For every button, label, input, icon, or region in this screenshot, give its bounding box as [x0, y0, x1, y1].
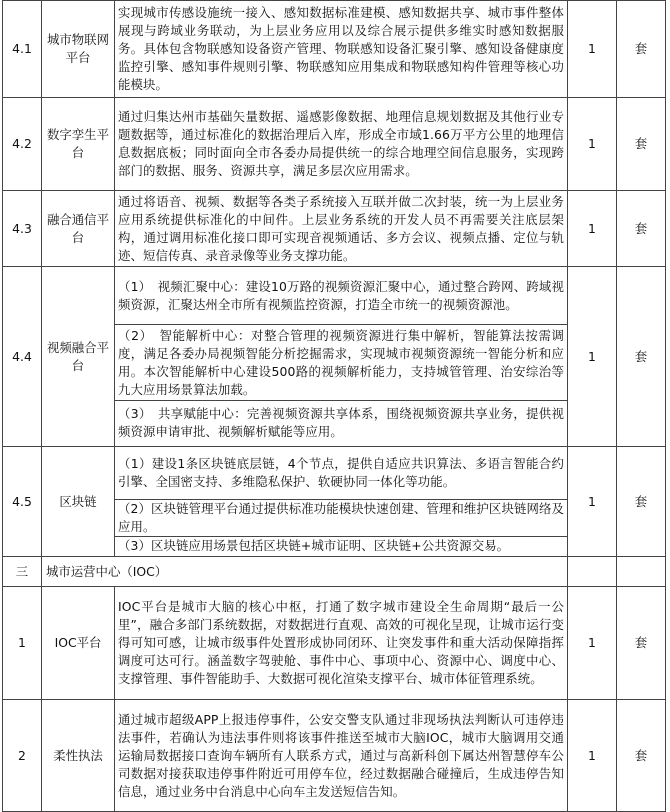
row-quantity: 1: [568, 447, 617, 557]
sub-item: （2）区块链管理平台通过提供标准功能模块快速创建、管理和维护区块链网络及应用。: [115, 499, 567, 536]
row-name: 融合通信平台: [42, 191, 115, 267]
section-number: 三: [3, 557, 42, 587]
row-unit: 套: [617, 587, 666, 700]
row-unit: 套: [617, 267, 666, 447]
sub-item-list: [115, 268, 567, 446]
row-number: 4.5: [3, 447, 42, 557]
row-number: 4.3: [3, 191, 42, 267]
table-row: [3, 700, 666, 812]
row-unit: 套: [617, 98, 666, 191]
row-name: 区块链: [42, 447, 115, 557]
row-name: 视频融合平台: [42, 267, 115, 447]
section-row: [3, 557, 666, 587]
row-quantity: 1: [568, 98, 617, 191]
row-description: IOC平台是城市大脑的核心中枢，打通了数字城市建设全生命周期“最后一公里”，融合多部门系统数据，对数据进行直观、高效的可视化呈现，让城市运行变得可知可感，让城市级事件处置形成协同闭环、让突发事件和重大活动保障指挥调度可达可行。涵盖数字驾驶舱、事件中心、事项中心、资源中心、调度中心、支撑管理、事件智能助手、大数据可视化渲染支撑平台、城市体征管理系统。: [115, 587, 568, 700]
sub-item: （1） 视频汇聚中心：建设10万路的视频资源汇聚中心，通过整合跨网、跨域视频资源，汇聚达州全市所有视频监控资源，打造全市统一的视频资源池。: [115, 268, 567, 325]
row-description: [115, 267, 568, 447]
row-quantity: 1: [568, 700, 617, 812]
table-row: [3, 1, 666, 98]
procurement-table: [2, 0, 666, 812]
table-row: [3, 587, 666, 700]
sub-item: （3）区块链应用场景包括区块链+城市证明、区块链+公共资源交易。: [118, 538, 510, 554]
row-quantity: 1: [568, 267, 617, 447]
row-description: 通过城市超级APP上报违停事件，公安交警支队通过非现场执法判断认可违停违法事件，若确认为违法事件则将该事件推送至城市大脑IOC，城市大脑调用交通运输局数据接口查询车辆所有人联系方式，通过与高新科创下属达州智慧停车公司数据对接获取违停事件附近可用停车位，经过数据融合碰撞后，生成违停告知信息，通过业务中台消息中心向车主发送短信告知。: [115, 700, 568, 812]
sub-item-list: [115, 447, 567, 556]
row-unit: 套: [617, 700, 666, 812]
row-quantity: 1: [568, 1, 617, 98]
row-number: 4.4: [3, 267, 42, 447]
section-title: 城市运营中心（IOC）: [42, 557, 568, 587]
row-quantity: 1: [568, 191, 617, 267]
row-number: 4.1: [3, 1, 42, 98]
row-name: 数字孪生平台: [42, 98, 115, 191]
sub-item: （3） 共享赋能中心：完善视频资源共享体系，围绕视频资源共享业务，提供视频资源申请审批、视频解析赋能等应用。: [118, 406, 564, 440]
row-name: 城市物联网平台: [42, 1, 115, 98]
row-name: 柔性执法: [42, 700, 115, 812]
table-row: [3, 447, 666, 557]
row-unit: 套: [617, 191, 666, 267]
row-description: [115, 447, 568, 557]
sub-item: （1）建设1条区块链底层链，4个节点，提供自适应共识算法、多语言智能合约引擎、全国密支持、多维隐私保护、软硬协同一体化等功能。: [115, 447, 567, 499]
row-unit: 套: [617, 447, 666, 557]
row-number: 1: [3, 587, 42, 700]
row-name: IOC平台: [42, 587, 115, 700]
row-unit: 套: [617, 1, 666, 98]
row-description: 实现城市传感设施统一接入、感知数据标准建模、感知数据共享、城市事件整体展现与跨域业务联动，为上层业务应用以及综合展示提供多维实时感知数据服务。具体包含物联感知设备资产管理、物联感知设备汇聚引擎、感知设备健康度监控引擎、感知事件规则引擎、物联感知应用集成和物联感知构件管理等核心功能模块。: [115, 1, 568, 98]
row-quantity: 1: [568, 587, 617, 700]
row-number: 2: [3, 700, 42, 812]
row-description: 通过归集达州市基础矢量数据、遥感影像数据、地理信息规划数据及其他行业专题数据等，通过标准化的数据治理后入库，形成全市域1.66万平方公里的地理信息数据底板；同时面向全市各委办局提供统一的综合地理空间信息服务，实现跨部门的数据、服务、资源共享，满足多层次应用需求。: [115, 98, 568, 191]
table-row: [3, 191, 666, 267]
table-row: [3, 98, 666, 191]
row-description: 通过将语音、视频、数据等各类子系统接入互联并做二次封装，统一为上层业务应用系统提供标准化的中间件。上层业务系统的开发人员不再需要关注底层架构，通过调用标准化接口即可实现音视频通话、多方会议、视频点播、定位与轨迹、短信传真、录音录像等业务支撑功能。: [115, 191, 568, 267]
sub-item: （2） 智能解析中心：对整合管理的视频资源进行集中解析，智能算法按需调度，满足各委办局视频智能分析挖掘需求，实现城市视频资源统一智能分析和应用。本次智能解析中心建设500路的视频解析能力，支持城管管理、治安综治等九大应用场景算法加载。: [115, 325, 567, 401]
table-row: [3, 267, 666, 447]
row-number: 4.2: [3, 98, 42, 191]
